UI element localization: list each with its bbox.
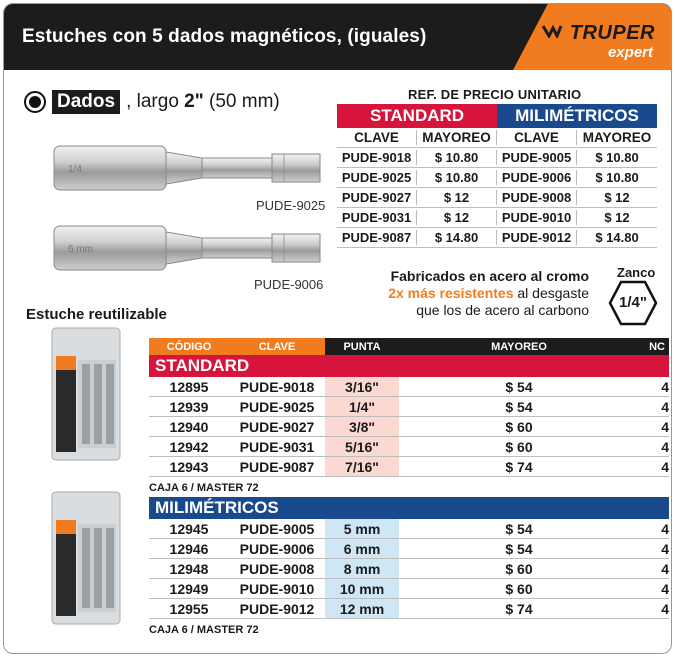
- ref-col-clave-2: CLAVE: [497, 130, 577, 145]
- logo-brand-text: TRUPER: [569, 22, 655, 44]
- cell-codigo: 12945: [169, 520, 209, 537]
- ref-clave: PUDE-9087: [337, 230, 417, 245]
- cell-mayoreo: $ 54: [505, 520, 533, 537]
- ref-row: [337, 148, 657, 168]
- title-text: Estuches con 5 dados magnéticos,: [22, 26, 348, 47]
- cell-punta: 5/16": [325, 437, 399, 456]
- cell-clave: PUDE-9012: [239, 600, 315, 617]
- ref-row: [337, 208, 657, 228]
- feature-line-1: Fabricados en acero al cromo: [390, 268, 589, 284]
- ref-price: $ 12: [604, 210, 630, 225]
- ref-col-mayoreo-1: MAYOREO: [417, 130, 497, 145]
- case-image-mil: [46, 490, 126, 628]
- cell-clave: PUDE-9005: [239, 520, 315, 537]
- ref-clave: PUDE-9008: [497, 190, 577, 205]
- title-bold-text: (iguales): [347, 26, 427, 47]
- cell-clave: PUDE-9010: [239, 580, 315, 597]
- ref-clave: PUDE-9018: [337, 150, 417, 165]
- cell-codigo: 12943: [169, 458, 209, 475]
- ref-price: $ 12: [417, 190, 497, 205]
- cell-mayoreo: $ 60: [505, 418, 533, 435]
- ref-clave: PUDE-9025: [337, 170, 417, 185]
- header-mayoreo: MAYOREO: [399, 338, 639, 355]
- cell-nc: 4: [661, 438, 669, 455]
- ref-clave: PUDE-9027: [337, 190, 417, 205]
- cell-nc: 4: [661, 418, 669, 435]
- cell-clave: PUDE-9025: [239, 398, 315, 415]
- ref-clave: PUDE-9031: [337, 210, 417, 225]
- cell-codigo: 12955: [169, 600, 209, 617]
- cell-clave: PUDE-9027: [239, 418, 315, 435]
- bit-label-1: PUDE-9025: [256, 198, 326, 213]
- socket-bit-image-2: [52, 222, 324, 274]
- bit-marking-2: 6 mm: [68, 244, 93, 255]
- cell-codigo: 12942: [169, 438, 209, 455]
- socket-bit-image-1: [52, 142, 324, 194]
- ref-clave: PUDE-9012: [497, 230, 577, 245]
- caja-note-standard: CAJA 6 / MASTER 72: [149, 482, 259, 494]
- product-desc: [126, 91, 280, 113]
- table-row: [149, 539, 669, 559]
- desc-prefix: , largo: [126, 91, 185, 112]
- cell-punta: 3/16": [325, 377, 399, 396]
- table-row: [149, 519, 669, 539]
- page-title: [22, 26, 426, 48]
- cell-punta: 7/16": [325, 457, 399, 476]
- case-image-standard: [46, 326, 126, 464]
- table-header: [149, 338, 669, 355]
- zanco-label: Zanco: [617, 265, 656, 280]
- cell-mayoreo: $ 60: [505, 560, 533, 577]
- estuche-label: Estuche reutilizable: [26, 306, 167, 323]
- zanco-value: 1/4": [619, 294, 647, 311]
- cell-codigo: 12948: [169, 560, 209, 577]
- cell-mayoreo: $ 54: [505, 398, 533, 415]
- cell-punta: 1/4": [325, 397, 399, 416]
- cell-mayoreo: $ 60: [505, 438, 533, 455]
- ref-price: $ 10.80: [595, 170, 639, 185]
- cell-mayoreo: $ 54: [505, 378, 533, 395]
- cell-nc: 4: [661, 458, 669, 475]
- table-row: [149, 457, 669, 477]
- ref-price-table: [337, 104, 657, 248]
- logo-mark-icon: [541, 24, 563, 38]
- product-name-badge: Dados: [52, 90, 120, 114]
- cell-codigo: 12940: [169, 418, 209, 435]
- cell-nc: 4: [661, 560, 669, 577]
- ref-subheader-row: [337, 128, 657, 148]
- header-bar: [4, 4, 671, 70]
- table-row: [149, 599, 669, 619]
- ref-row: [337, 188, 657, 208]
- cell-clave: PUDE-9018: [239, 378, 315, 395]
- bullet-icon: [24, 91, 46, 113]
- feature-line-2-rest: al desgaste: [513, 285, 589, 301]
- ref-col-clave-1: CLAVE: [337, 130, 417, 145]
- cell-mayoreo: $ 74: [505, 600, 533, 617]
- cell-mayoreo: $ 60: [505, 580, 533, 597]
- cell-nc: 4: [661, 600, 669, 617]
- cell-punta: 6 mm: [325, 539, 399, 558]
- ref-price: $ 14.80: [417, 230, 497, 245]
- ref-standard-header: STANDARD: [337, 104, 497, 128]
- cell-clave: PUDE-9006: [239, 540, 315, 557]
- table-row: [149, 437, 669, 457]
- bit-marking-1: 1/4: [68, 164, 82, 175]
- ref-row: [337, 228, 657, 248]
- header-clave: CLAVE: [229, 338, 325, 355]
- logo-sub-text: expert: [607, 44, 653, 61]
- cell-codigo: 12895: [169, 378, 209, 395]
- ref-price-header: [337, 104, 657, 128]
- ref-price: $ 14.80: [595, 230, 639, 245]
- caja-note-mil: CAJA 6 / MASTER 72: [149, 624, 259, 636]
- length-inches: 2": [184, 91, 204, 112]
- cell-codigo: 12946: [169, 540, 209, 557]
- ref-price-title: REF. DE PRECIO UNITARIO: [408, 87, 582, 102]
- cell-nc: 4: [661, 378, 669, 395]
- ref-price: $ 12: [417, 210, 497, 225]
- cell-mayoreo: $ 74: [505, 458, 533, 475]
- features-text: [374, 268, 589, 319]
- cell-punta: 10 mm: [325, 579, 399, 598]
- ref-price: $ 10.80: [595, 150, 639, 165]
- cell-nc: 4: [661, 520, 669, 537]
- header-nc: NC: [639, 338, 669, 355]
- cell-clave: PUDE-9008: [239, 560, 315, 577]
- ref-clave: PUDE-9010: [497, 210, 577, 225]
- product-title: [24, 90, 280, 114]
- section-milimetricos: MILIMÉTRICOS: [149, 497, 669, 519]
- table-row: [149, 377, 669, 397]
- catalog-card: [3, 3, 672, 654]
- ref-row: [337, 168, 657, 188]
- cell-punta: 5 mm: [325, 519, 399, 538]
- feature-line-2: [374, 285, 589, 302]
- cell-punta: 8 mm: [325, 559, 399, 578]
- ref-clave: PUDE-9006: [497, 170, 577, 185]
- feature-highlight: 2x más resistentes: [388, 285, 514, 301]
- header-punta: PUNTA: [325, 338, 399, 355]
- header-codigo: CÓDIGO: [149, 338, 229, 355]
- cell-nc: 4: [661, 580, 669, 597]
- ref-price: $ 12: [604, 190, 630, 205]
- cell-nc: 4: [661, 398, 669, 415]
- table-row: [149, 397, 669, 417]
- table-row: [149, 417, 669, 437]
- truper-logo: [527, 18, 655, 60]
- ref-col-mayoreo-2: MAYOREO: [582, 130, 652, 145]
- table-row: [149, 559, 669, 579]
- cell-punta: 3/8": [325, 417, 399, 436]
- cell-codigo: 12949: [169, 580, 209, 597]
- ref-mil-header: MILIMÉTRICOS: [497, 104, 657, 128]
- ref-clave: PUDE-9005: [497, 150, 577, 165]
- cell-punta: 12 mm: [325, 599, 399, 618]
- cell-mayoreo: $ 54: [505, 540, 533, 557]
- table-row: [149, 579, 669, 599]
- cell-codigo: 12939: [169, 398, 209, 415]
- cell-nc: 4: [661, 540, 669, 557]
- cell-clave: PUDE-9087: [239, 458, 315, 475]
- feature-line-3: que los de acero al carbono: [416, 302, 589, 318]
- bit-label-2: PUDE-9006: [254, 277, 324, 292]
- cell-clave: PUDE-9031: [239, 438, 315, 455]
- ref-price: $ 10.80: [417, 150, 497, 165]
- ref-price: $ 10.80: [417, 170, 497, 185]
- product-table: [149, 338, 669, 639]
- length-mm: (50 mm): [203, 91, 280, 112]
- section-standard: STANDARD: [149, 355, 669, 377]
